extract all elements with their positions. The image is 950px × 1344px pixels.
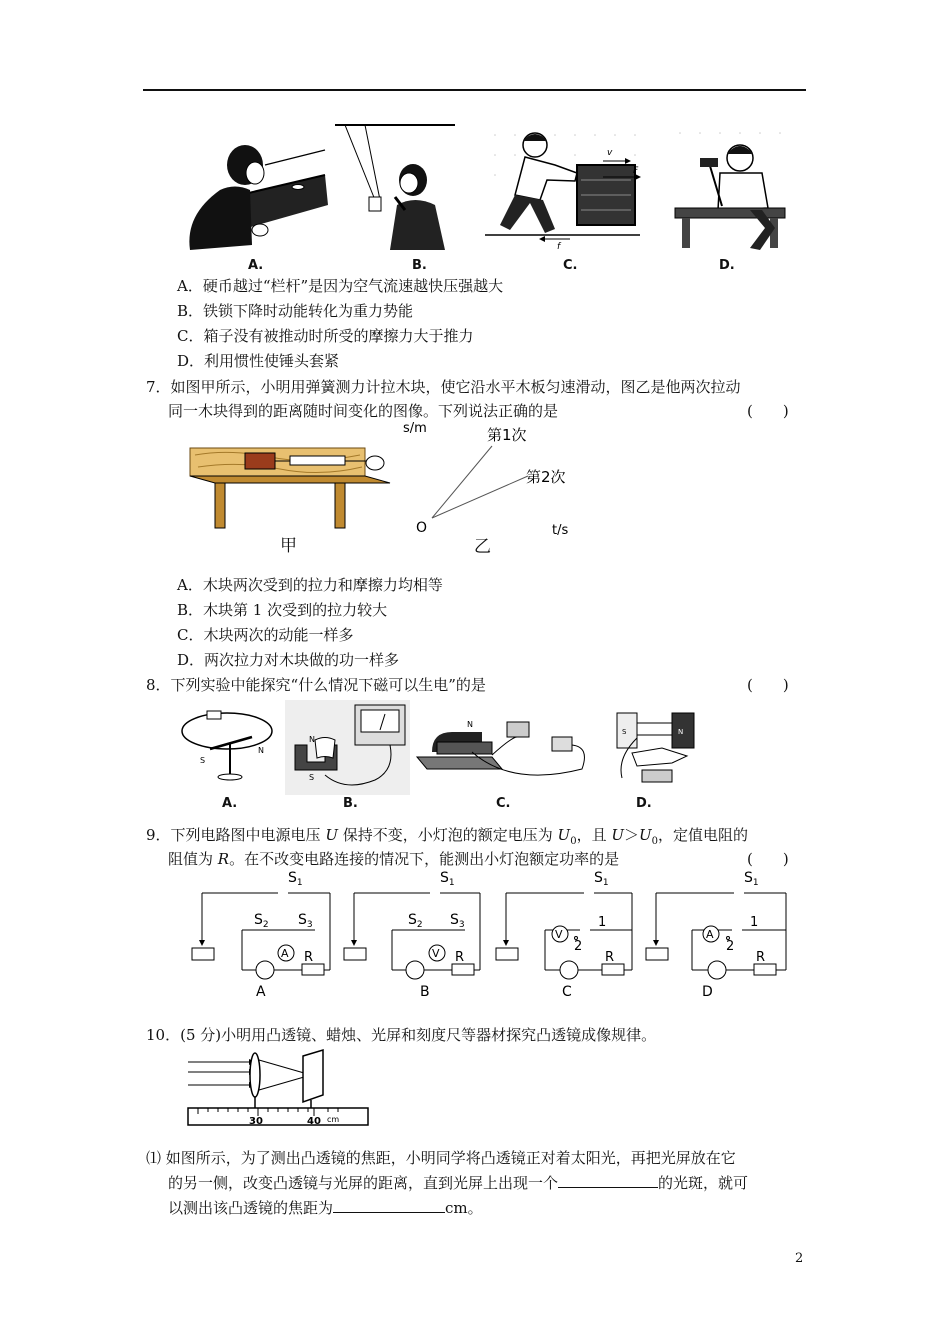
q8-a-pole-n: N	[258, 746, 264, 755]
q7-option-c: C．木块两次的动能一样多	[177, 626, 354, 644]
friction-label: f	[557, 242, 561, 252]
q6-figure-label-b: B.	[412, 258, 427, 273]
q8-figure-d	[612, 708, 697, 788]
q6-figure-c	[485, 125, 640, 252]
q6-figure-label-a: A.	[248, 258, 264, 273]
q10-blank-focal-length[interactable]	[333, 1198, 445, 1213]
q9-b-resistor: R	[455, 950, 465, 965]
q9-a-switch-s1: $S_1$	[288, 870, 303, 888]
q9-b-voltmeter: V	[432, 947, 440, 960]
q7-graph-line2	[432, 476, 528, 518]
q9-var-r: R	[217, 850, 230, 868]
q9-d-pos2: 2	[726, 939, 735, 954]
q8-d-pole-n: N	[678, 728, 684, 736]
q10-text: 以测出该凸透镜的焦距为	[168, 1199, 334, 1217]
q9-d-ammeter: A	[706, 928, 714, 941]
q9-text: ＞	[624, 826, 640, 844]
q9-d-pos1: 1	[750, 915, 759, 930]
q7-graph-origin: O	[416, 520, 428, 536]
force-label: F	[633, 166, 639, 176]
q9-b-switch-s1: $S_1$	[440, 870, 455, 888]
q9-stem-line2	[168, 849, 619, 869]
q9-c-pos2: 2	[574, 939, 583, 954]
q7-stem-line1: 7．如图甲所示，小明用弹簧测力计拉木块，使它沿水平木板匀速滑动，图乙是他两次拉动	[146, 378, 741, 396]
q8-figure-c	[412, 707, 590, 787]
q8-d-pole-s: S	[622, 728, 627, 736]
q6-figure-a	[180, 135, 330, 260]
ruler-30: 30	[249, 1116, 263, 1127]
q9-circuit-a	[190, 868, 350, 1003]
q7-graph-xlabel: t/s	[552, 523, 569, 538]
q7-graph-line2-label: 第2次	[526, 468, 566, 486]
q9-d-resistor: R	[756, 950, 766, 965]
ruler-40: 40	[307, 1116, 321, 1127]
q9-a-resistor: R	[304, 950, 314, 965]
q9-stem-line1	[146, 825, 748, 852]
q8-figure-label-b: B.	[343, 796, 358, 811]
q9-c-label: C	[562, 984, 572, 1000]
q9-var-u: U	[611, 826, 624, 844]
q9-text: 9．下列电路图中电源电压	[146, 826, 326, 844]
q9-circuit-d	[640, 868, 800, 1003]
q9-a-switch-s3: $S_3$	[298, 912, 313, 930]
q6-figure-label-d: D.	[719, 258, 735, 273]
q10-text: cm。	[445, 1199, 483, 1217]
q8-c-pole-n: N	[467, 720, 473, 729]
q7-graph-ylabel: s/m	[403, 421, 427, 436]
q9-circuit-b	[340, 868, 500, 1003]
q9-c-resistor: R	[605, 950, 615, 965]
q7-answer-bracket: ( )	[747, 402, 789, 420]
q9-a-ammeter: A	[281, 947, 289, 960]
q9-b-switch-s2: $S_2$	[408, 912, 423, 930]
q9-text: 。在不改变电路连接的情况下，能测出小灯泡额定功率的是	[229, 850, 620, 868]
q9-var-u: U	[325, 826, 338, 844]
q9-b-label: B	[420, 984, 430, 1000]
q10-lens-figure	[183, 1050, 373, 1132]
q10-stem: 10．(5 分)小明用凸透镜、蜡烛、光屏和刻度尺等器材探究凸透镜成像规律。	[146, 1026, 657, 1044]
q8-b-pole-n: N	[309, 735, 315, 744]
q6-option-b: B．铁锁下降时动能转化为重力势能	[177, 302, 414, 320]
q9-a-switch-s2: $S_2$	[254, 912, 269, 930]
q10-sub1-line2	[168, 1173, 748, 1193]
q10-sub1-line1: ⑴ 如图所示，为了测出凸透镜的焦距，小明同学将凸透镜正对着太阳光，再把光屏放在它	[146, 1149, 736, 1167]
q7-figure-jia	[190, 443, 395, 533]
q9-sub: 0	[651, 836, 659, 847]
q7-figure-jia-label: 甲	[280, 536, 297, 556]
q8-figure-label-c: C.	[496, 796, 511, 811]
q9-d-switch-s1: $S_1$	[744, 870, 759, 888]
velocity-label: v	[607, 148, 613, 158]
q8-a-pole-s: S	[200, 756, 206, 765]
q8-figure-b	[285, 700, 410, 795]
q9-text: 阻值为	[168, 850, 218, 868]
q9-circuit-c	[490, 868, 650, 1003]
q7-graph-yi	[400, 418, 600, 558]
q7-option-d: D．两次拉力对木块做的功一样多	[177, 651, 400, 669]
q10-text: 的光斑，就可	[658, 1174, 749, 1192]
q8-stem: 8．下列实验中能探究“什么情况下磁可以生电”的是	[146, 676, 486, 694]
q8-b-pole-s: S	[309, 773, 315, 782]
q7-figure-yi-label: 乙	[474, 537, 491, 557]
q6-figure-b	[335, 125, 465, 255]
q8-figure-label-a: A.	[222, 796, 238, 811]
q6-option-c: C．箱子没有被推动时所受的摩擦力大于推力	[177, 327, 474, 345]
q6-option-a: A．硬币越过“栏杆”是因为空气流速越快压强越大	[177, 277, 504, 295]
q9-c-switch-s1: $S_1$	[594, 870, 609, 888]
q6-option-d: D．利用惯性使锤头套紧	[177, 352, 340, 370]
q9-d-label: D	[702, 984, 713, 1000]
q9-var-u0: U	[557, 826, 571, 844]
q7-graph-line1	[432, 446, 492, 518]
q9-var-u0: U	[639, 826, 652, 844]
q9-text: ，定值电阻的	[658, 826, 749, 844]
q7-graph-line1-label: 第1次	[487, 426, 527, 444]
q8-figure-a	[180, 703, 275, 793]
q9-c-voltmeter: V	[555, 928, 563, 941]
q9-c-pos1: 1	[598, 915, 607, 930]
q8-answer-bracket: ( )	[747, 676, 789, 694]
q9-b-switch-s3: $S_3$	[450, 912, 465, 930]
page-number: 2	[795, 1251, 804, 1266]
q9-answer-bracket: ( )	[747, 850, 789, 868]
q9-a-label: A	[256, 984, 266, 1000]
q7-option-a: A．木块两次受到的拉力和摩擦力均相等	[177, 576, 443, 594]
q9-text: ，且	[576, 826, 612, 844]
q6-figure-label-c: C.	[563, 258, 578, 273]
q10-blank-spot-shape[interactable]	[558, 1173, 658, 1188]
q10-sub1-line3	[168, 1198, 483, 1218]
header-rule	[143, 89, 806, 91]
q7-stem-line2: 同一木块得到的距离随时间变化的图像。下列说法正确的是	[168, 402, 559, 420]
q7-option-b: B．木块第 1 次受到的拉力较大	[177, 601, 388, 619]
ruler-unit: cm	[327, 1115, 340, 1124]
q6-figure-d	[670, 128, 795, 256]
q10-text: 的另一侧，改变凸透镜与光屏的距离，直到光屏上出现一个	[168, 1174, 559, 1192]
q9-sub: 0	[570, 836, 577, 847]
q9-text: 保持不变，小灯泡的额定电压为	[337, 826, 558, 844]
q8-figure-label-d: D.	[636, 796, 652, 811]
